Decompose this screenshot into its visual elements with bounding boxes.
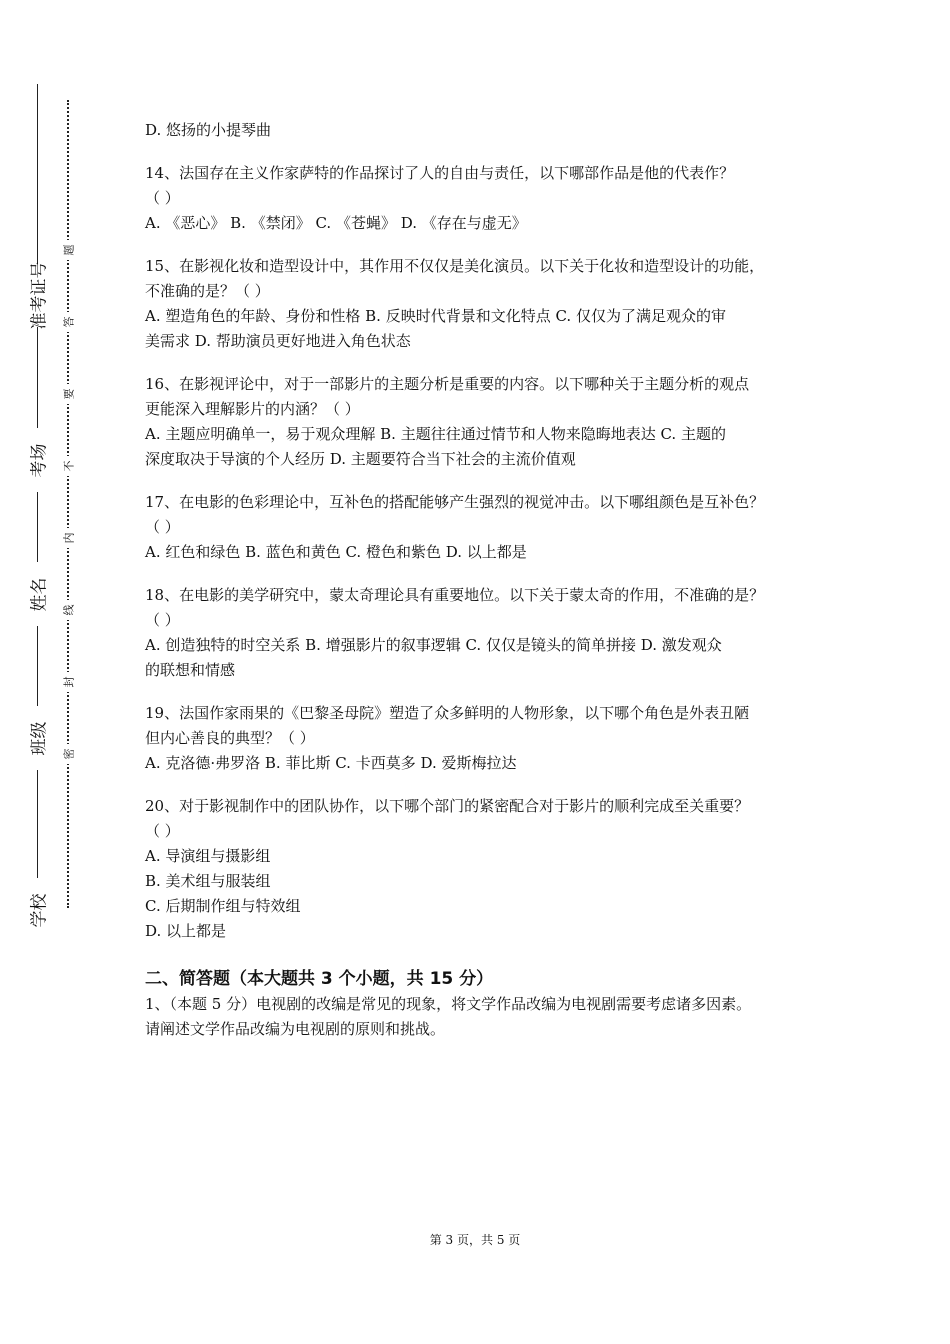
option-line: A. 《恶心》 B. 《禁闭》 C. 《苍蝇》 D. 《存在与虚无》 bbox=[145, 214, 527, 232]
short-answer-question: 1、（本题 5 分）电视剧的改编是常见的现象，将文学作品改编为电视剧需要考虑诸多因素。 bbox=[145, 995, 752, 1013]
binding-dotted-line bbox=[67, 100, 69, 908]
seal-char: 封 bbox=[58, 672, 78, 692]
question-15 bbox=[145, 254, 825, 354]
seal-char: 密 bbox=[58, 744, 78, 764]
option-line: D. 悠扬的小提琴曲 bbox=[145, 121, 272, 139]
question-text: 19、法国作家雨果的《巴黎圣母院》塑造了众多鲜明的人物形象，以下哪个角色是外表丑陋 bbox=[145, 704, 750, 722]
option-line: 深度取决于导演的个人经历 D. 主题要符合当下社会的主流价值观 bbox=[145, 450, 576, 468]
exam-content bbox=[145, 118, 825, 1042]
option-line: A. 创造独特的时空关系 B. 增强影片的叙事逻辑 C. 仅仅是镜头的简单拼接 D. 激发观众 bbox=[145, 636, 722, 654]
option-line: A. 红色和绿色 B. 蓝色和黄色 C. 橙色和紫色 D. 以上都是 bbox=[145, 543, 527, 561]
option-line: A. 塑造角色的年龄、身份和性格 B. 反映时代背景和文化特点 C. 仅仅为了满足观众的审 bbox=[145, 307, 726, 325]
option-line: B. 美术组与服装组 bbox=[145, 872, 271, 890]
seal-char: 题 bbox=[58, 240, 78, 260]
question-text: 17、在电影的色彩理论中，互补色的搭配能够产生强烈的视觉冲击。以下哪组颜色是互补色？ bbox=[145, 493, 765, 511]
question-text: （ ） bbox=[145, 822, 180, 840]
question-text: （ ） bbox=[145, 611, 180, 629]
question-text: 更能深入理解影片的内涵？（ ） bbox=[145, 400, 360, 418]
option-line: C. 后期制作组与特效组 bbox=[145, 897, 301, 915]
seal-char: 答 bbox=[58, 312, 78, 332]
question-text: 不准确的是？（ ） bbox=[145, 282, 270, 300]
question-text: （ ） bbox=[145, 518, 180, 536]
question-text: 但内心善良的典型？（ ） bbox=[145, 729, 315, 747]
option-line: A. 克洛德·弗罗洛 B. 菲比斯 C. 卡西莫多 D. 爱斯梅拉达 bbox=[145, 754, 517, 772]
seal-char: 内 bbox=[58, 528, 78, 548]
binding-solid-line bbox=[37, 84, 38, 926]
label-class: 班级 bbox=[20, 706, 54, 770]
question-text: （ ） bbox=[145, 189, 180, 207]
label-exam-number: 准考证号 bbox=[20, 263, 54, 327]
question-18 bbox=[145, 583, 825, 683]
option-line: A. 导演组与摄影组 bbox=[145, 847, 271, 865]
label-school: 学校 bbox=[20, 878, 54, 942]
question-text: 20、对于影视制作中的团队协作，以下哪个部门的紧密配合对于影片的顺利完成至关重要？ bbox=[145, 797, 750, 815]
previous-question-tail bbox=[145, 118, 825, 143]
question-17 bbox=[145, 490, 825, 565]
question-text: 18、在电影的美学研究中，蒙太奇理论具有重要地位。以下关于蒙太奇的作用，不准确的是？ bbox=[145, 586, 765, 604]
seal-char: 要 bbox=[58, 384, 78, 404]
option-line: 美需求 D. 帮助演员更好地进入角色状态 bbox=[145, 332, 411, 350]
question-text: 14、法国存在主义作家萨特的作品探讨了人的自由与责任，以下哪部作品是他的代表作？ bbox=[145, 164, 735, 182]
question-16 bbox=[145, 372, 825, 472]
section-heading: 二、简答题（本大题共 3 个小题，共 15 分） bbox=[145, 969, 494, 989]
seal-char: 不 bbox=[58, 456, 78, 476]
question-14 bbox=[145, 161, 825, 236]
question-20 bbox=[145, 794, 825, 944]
question-19 bbox=[145, 701, 825, 776]
label-name: 姓名 bbox=[20, 562, 54, 626]
question-text: 15、在影视化妆和造型设计中，其作用不仅仅是美化演员。以下关于化妆和造型设计的功能， bbox=[145, 257, 765, 275]
option-line: A. 主题应明确单一，易于观众理解 B. 主题往往通过情节和人物来隐晦地表达 C. 主题的 bbox=[145, 425, 726, 443]
page-number: 第 3 页，共 5 页 bbox=[429, 1233, 521, 1247]
option-line: 的联想和情感 bbox=[145, 661, 236, 679]
question-text: 16、在影视评论中，对于一部影片的主题分析是重要的内容。以下哪种关于主题分析的观点 bbox=[145, 375, 750, 393]
short-answer-question: 请阐述文学作品改编为电视剧的原则和挑战。 bbox=[145, 1020, 446, 1038]
label-exam-room: 考场 bbox=[20, 428, 54, 492]
option-line: D. 以上都是 bbox=[145, 922, 227, 940]
seal-char: 线 bbox=[58, 600, 78, 620]
